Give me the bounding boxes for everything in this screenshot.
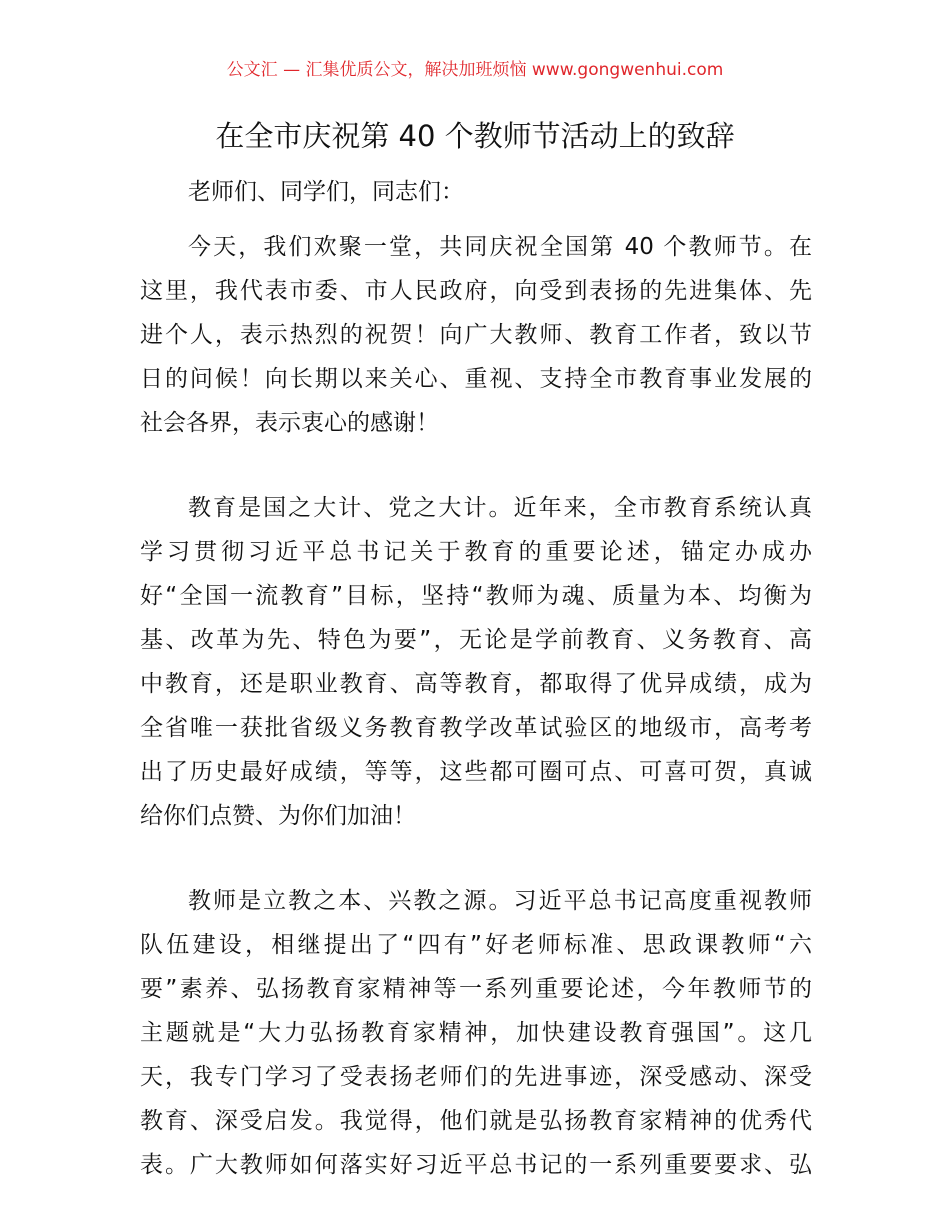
document-title: 在全市庆祝第 40 个教师节活动上的致辞 — [215, 119, 735, 153]
paragraph-line: 要”素养、弘扬教育家精神等一系列重要论述，今年教师节的 — [140, 976, 812, 1002]
document-body — [140, 175, 812, 1228]
paragraph-line: 今天，我们欢聚一堂，共同庆祝全国第 40 个教师节。在 — [188, 234, 812, 260]
paragraph-line: 教育、深受启发。我觉得，他们就是弘扬教育家精神的优秀代 — [140, 1108, 812, 1134]
paragraph-line: 这里，我代表市委、市人民政府，向受到表扬的先进集体、先 — [140, 278, 812, 304]
paragraph-line: 中教育，还是职业教育、高等教育，都取得了优异成绩，成为 — [140, 671, 812, 697]
paragraph-line: 给你们点赞、为你们加油！ — [140, 803, 416, 829]
paragraph-line: 学习贯彻习近平总书记关于教育的重要论述，锚定办成办 — [140, 539, 812, 565]
paragraph — [140, 879, 812, 1187]
paragraph-line: 教育是国之大计、党之大计。近年来，全市教育系统认真 — [188, 495, 812, 521]
paragraph — [140, 225, 812, 445]
paragraph — [140, 486, 812, 838]
paragraph-line: 好“全国一流教育”目标，坚持“教师为魂、质量为本、均衡为 — [140, 583, 812, 609]
paragraph-line: 队伍建设，相继提出了“四有”好老师标准、思政课教师“六 — [140, 932, 812, 958]
paragraph-line: 表。广大教师如何落实好习近平总书记的一系列重要要求、弘 — [140, 1152, 812, 1178]
paragraph-line: 基、改革为先、特色为要”，无论是学前教育、义务教育、高 — [140, 627, 812, 653]
paragraph-line: 日的问候！向长期以来关心、重视、支持全市教育事业发展的 — [140, 366, 812, 392]
salutation: 老师们、同学们，同志们： — [188, 179, 464, 205]
paragraph-line: 天，我专门学习了受表扬老师们的先进事迹，深受感动、深受 — [140, 1064, 812, 1090]
paragraph-line: 进个人，表示热烈的祝贺！向广大教师、教育工作者，致以节 — [140, 322, 812, 348]
paragraph-line: 教师是立教之本、兴教之源。习近平总书记高度重视教师 — [188, 888, 812, 914]
paragraph-line: 主题就是“大力弘扬教育家精神，加快建设教育强国”。这几 — [140, 1020, 812, 1046]
site-banner: 公文汇 — 汇集优质公文，解决加班烦恼 www.gongwenhui.com — [226, 60, 724, 80]
paragraph-line: 出了历史最好成绩，等等，这些都可圈可点、可喜可贺，真诚 — [140, 759, 812, 785]
paragraph-line: 全省唯一获批省级义务教育教学改革试验区的地级市，高考考 — [140, 715, 812, 741]
paragraph-line: 社会各界，表示衷心的感谢！ — [140, 410, 439, 436]
